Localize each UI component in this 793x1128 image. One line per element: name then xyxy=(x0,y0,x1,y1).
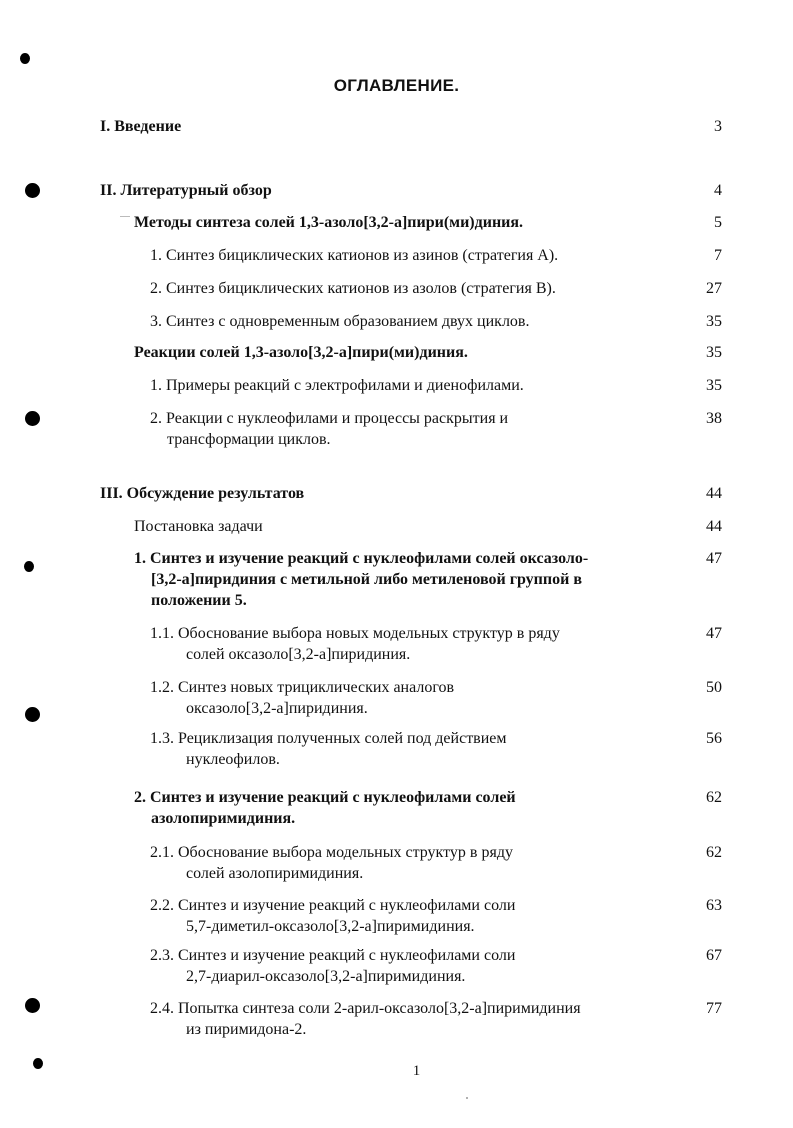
toc-page-number: 27 xyxy=(706,280,722,297)
toc-page-number: 56 xyxy=(706,730,722,747)
toc-entry-salt-reactions: Реакции солей 1,3-азоло[3,2-а]пири(ми)диния. xyxy=(134,344,468,361)
toc-entry-introduction: I. Введение xyxy=(100,118,182,135)
toc-entry-electrophile-reactions: 1. Примеры реакций с электрофилами и диенофилами. xyxy=(150,377,524,394)
toc-page-number: 63 xyxy=(706,897,722,914)
toc-page-number: 35 xyxy=(706,377,722,394)
toc-entry-section-1-1: 1.1. Обоснование выбора новых модельных структур в ряду солей оксазоло[3,2-а]пиридиния. xyxy=(150,625,560,663)
toc-entry-simultaneous-synthesis: 3. Синтез с одновременным образованием двух циклов. xyxy=(150,313,530,330)
page-number: 1 xyxy=(412,1063,421,1079)
toc-entry-section-2-1: 2.1. Обоснование выбора модельных структур в ряду солей азолопиримидиния. xyxy=(150,844,513,882)
scan-mark xyxy=(120,216,130,217)
toc-page-number: 4 xyxy=(714,182,722,199)
scan-speck xyxy=(466,1097,468,1099)
toc-page-number: 44 xyxy=(706,518,722,535)
toc-page-number: 35 xyxy=(706,313,722,330)
toc-entry-section-1-3: 1.3. Рециклизация полученных солей под действием нуклеофилов. xyxy=(150,730,507,768)
toc-page-number: 62 xyxy=(706,789,722,806)
toc-page-number: 62 xyxy=(706,844,722,861)
binder-hole xyxy=(25,998,40,1013)
toc-page-number: 7 xyxy=(714,247,722,264)
toc-entry-section-2: 2. Синтез и изучение реакций с нуклеофилами солей азолопиримидиния. xyxy=(134,789,516,827)
toc-page-number: 5 xyxy=(714,214,722,231)
toc-entry-problem-statement: Постановка задачи xyxy=(134,518,263,535)
page-title: ОГЛАВЛЕНИЕ. xyxy=(333,76,460,95)
binder-hole xyxy=(25,411,40,426)
toc-entry-section-2-3: 2.3. Синтез и изучение реакций с нуклеофилами соли 2,7-диарил-оксазоло[3,2-а]пиримидиния. xyxy=(150,947,516,985)
binder-hole xyxy=(24,561,34,572)
toc-entry-section-1: 1. Синтез и изучение реакций с нуклеофилами солей оксазоло- [3,2-а]пиридиния с метильной либо метиленовой группой в положении 5. xyxy=(134,550,589,609)
toc-entry-nucleophile-reactions: 2. Реакции с нуклеофилами и процессы раскрытия и трансформации циклов. xyxy=(150,410,509,448)
toc-entry-section-2-2: 2.2. Синтез и изучение реакций с нуклеофилами соли 5,7-диметил-оксазоло[3,2-а]пиримидиния. xyxy=(150,897,516,935)
toc-page-number: 44 xyxy=(706,485,722,502)
toc-page-number: 50 xyxy=(706,679,722,696)
binder-hole xyxy=(20,53,30,64)
toc-entry-section-1-2: 1.2. Синтез новых трициклических аналогов оксазоло[3,2-а]пиридиния. xyxy=(150,679,455,717)
toc-entry-strategy-a: 1. Синтез бициклических катионов из азинов (стратегия А). xyxy=(150,247,559,264)
toc-entry-section-2-4: 2.4. Попытка синтеза соли 2-арил-оксазоло[3,2-а]пиримидиния из пиримидона-2. xyxy=(150,1000,581,1038)
toc-page-number: 47 xyxy=(706,625,722,642)
toc-page-number: 38 xyxy=(706,410,722,427)
toc-entry-results-discussion: III. Обсуждение результатов xyxy=(100,485,305,502)
toc-page-number: 77 xyxy=(706,1000,722,1017)
toc-entry-literature-review: II. Литературный обзор xyxy=(100,182,272,199)
toc-entry-strategy-b: 2. Синтез бициклических катионов из азолов (стратегия В). xyxy=(150,280,556,297)
toc-page-number: 47 xyxy=(706,550,722,567)
binder-hole xyxy=(25,183,40,198)
toc-page-number: 3 xyxy=(714,118,722,135)
toc-page-number: 67 xyxy=(706,947,722,964)
binder-hole xyxy=(25,707,40,722)
toc-page-number: 35 xyxy=(706,344,722,361)
toc-entry-synthesis-methods: Методы синтеза солей 1,3-азоло[3,2-а]пири(ми)диния. xyxy=(134,214,524,231)
